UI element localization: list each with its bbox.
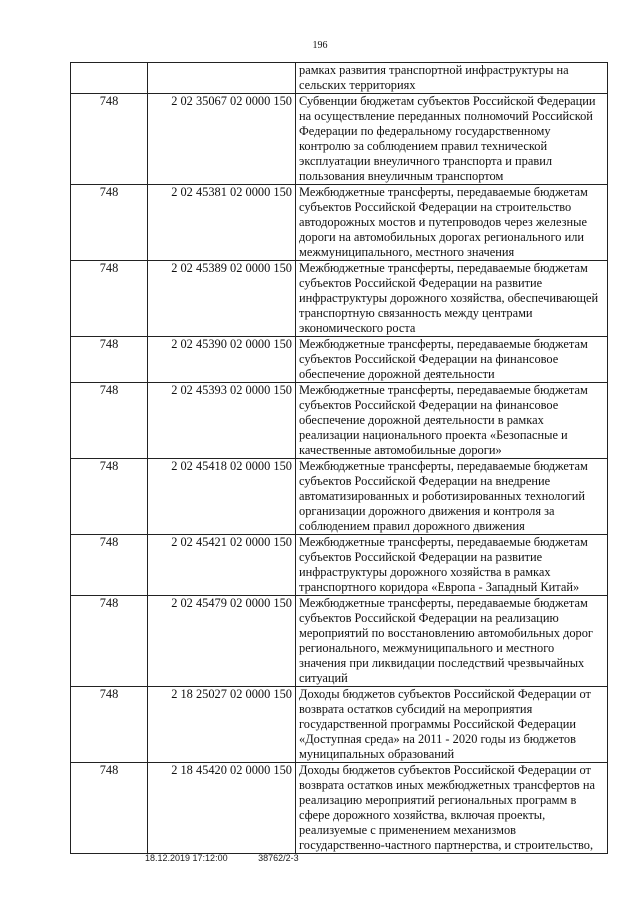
admin-code-cell: 748	[71, 94, 148, 185]
admin-code-cell: 748	[71, 535, 148, 596]
revenue-description-cell: Межбюджетные трансферты, передаваемые бюджетам субъектов Российской Федерации на внедрение автоматизированных и роботизированных технологий организации дорожного движения и контроля за соблюдением правил дорожного движения	[296, 459, 608, 535]
table-row	[71, 459, 608, 535]
budget-code-cell: 2 02 45418 02 0000 150	[148, 459, 296, 535]
document-footer	[145, 853, 299, 863]
table-row	[71, 535, 608, 596]
budget-code-cell: 2 18 45420 02 0000 150	[148, 763, 296, 854]
admin-code-cell: 748	[71, 185, 148, 261]
revenue-description-cell: Межбюджетные трансферты, передаваемые бюджетам субъектов Российской Федерации на развитие инфраструктуры дорожного хозяйства в рамках транспортного коридора «Европа - Западный Китай»	[296, 535, 608, 596]
budget-classification-table	[70, 62, 608, 854]
table-row	[71, 63, 608, 94]
revenue-description-cell: Доходы бюджетов субъектов Российской Федерации от возврата остатков субсидий на мероприятия государственной программы Российской Федерации «Доступная среда» на 2011 - 2020 годы из бюджетов муниципальных образований	[296, 687, 608, 763]
table-row	[71, 185, 608, 261]
table-row	[71, 596, 608, 687]
revenue-description-cell: Межбюджетные трансферты, передаваемые бюджетам субъектов Российской Федерации на финансовое обеспечение дорожной деятельности в рамках реализации национального проекта «Безопасные и качественные автомобильные дороги»	[296, 383, 608, 459]
admin-code-cell: 748	[71, 459, 148, 535]
admin-code-cell: 748	[71, 596, 148, 687]
revenue-description-cell: Субвенции бюджетам субъектов Российской Федерации на осуществление переданных полномочий Российской Федерации по федеральному государственному контролю за соблюдением правил технической эксплуатации внеуличного транспорта и правил пользования внеуличным транспортом	[296, 94, 608, 185]
budget-code-cell	[148, 63, 296, 94]
admin-code-cell	[71, 63, 148, 94]
budget-code-cell: 2 02 45381 02 0000 150	[148, 185, 296, 261]
admin-code-cell: 748	[71, 687, 148, 763]
revenue-description-cell: Межбюджетные трансферты, передаваемые бюджетам субъектов Российской Федерации на развитие инфраструктуры дорожного хозяйства, обеспечивающей транспортную связанность между центрами экономического роста	[296, 261, 608, 337]
revenue-description-cell: Межбюджетные трансферты, передаваемые бюджетам субъектов Российской Федерации на строительство автодорожных мостов и путепроводов через железные дороги на автомобильных дорогах регионального или межмуниципального, местного значения	[296, 185, 608, 261]
budget-code-cell: 2 02 35067 02 0000 150	[148, 94, 296, 185]
revenue-description-cell: Межбюджетные трансферты, передаваемые бюджетам субъектов Российской Федерации на реализацию мероприятий по восстановлению автомобильных дорог регионального, межмуниципального и местного значения при ликвидации последствий чрезвычайных ситуаций	[296, 596, 608, 687]
budget-code-cell: 2 02 45421 02 0000 150	[148, 535, 296, 596]
table-row	[71, 94, 608, 185]
budget-code-cell: 2 02 45479 02 0000 150	[148, 596, 296, 687]
budget-code-cell: 2 02 45393 02 0000 150	[148, 383, 296, 459]
footer-datetime: 18.12.2019 17:12:00	[145, 853, 228, 863]
table-row	[71, 763, 608, 854]
admin-code-cell: 748	[71, 383, 148, 459]
budget-code-cell: 2 02 45389 02 0000 150	[148, 261, 296, 337]
admin-code-cell: 748	[71, 337, 148, 383]
table-row	[71, 687, 608, 763]
table-row	[71, 337, 608, 383]
page-number: 196	[312, 40, 328, 51]
revenue-description-cell: рамках развития транспортной инфраструктуры на сельских территориях	[296, 63, 608, 94]
revenue-description-cell: Межбюджетные трансферты, передаваемые бюджетам субъектов Российской Федерации на финансовое обеспечение дорожной деятельности	[296, 337, 608, 383]
admin-code-cell: 748	[71, 261, 148, 337]
budget-code-cell: 2 18 25027 02 0000 150	[148, 687, 296, 763]
budget-code-cell: 2 02 45390 02 0000 150	[148, 337, 296, 383]
footer-doc-id: 38762/2-3	[258, 853, 299, 863]
table-row	[71, 383, 608, 459]
table-row	[71, 261, 608, 337]
revenue-description-cell: Доходы бюджетов субъектов Российской Федерации от возврата остатков иных межбюджетных трансфертов на реализацию мероприятий региональных программ в сфере дорожного хозяйства, включая проекты, реализуемые с применением механизмов государственно-частного партнерства, и строительство,	[296, 763, 608, 854]
admin-code-cell: 748	[71, 763, 148, 854]
